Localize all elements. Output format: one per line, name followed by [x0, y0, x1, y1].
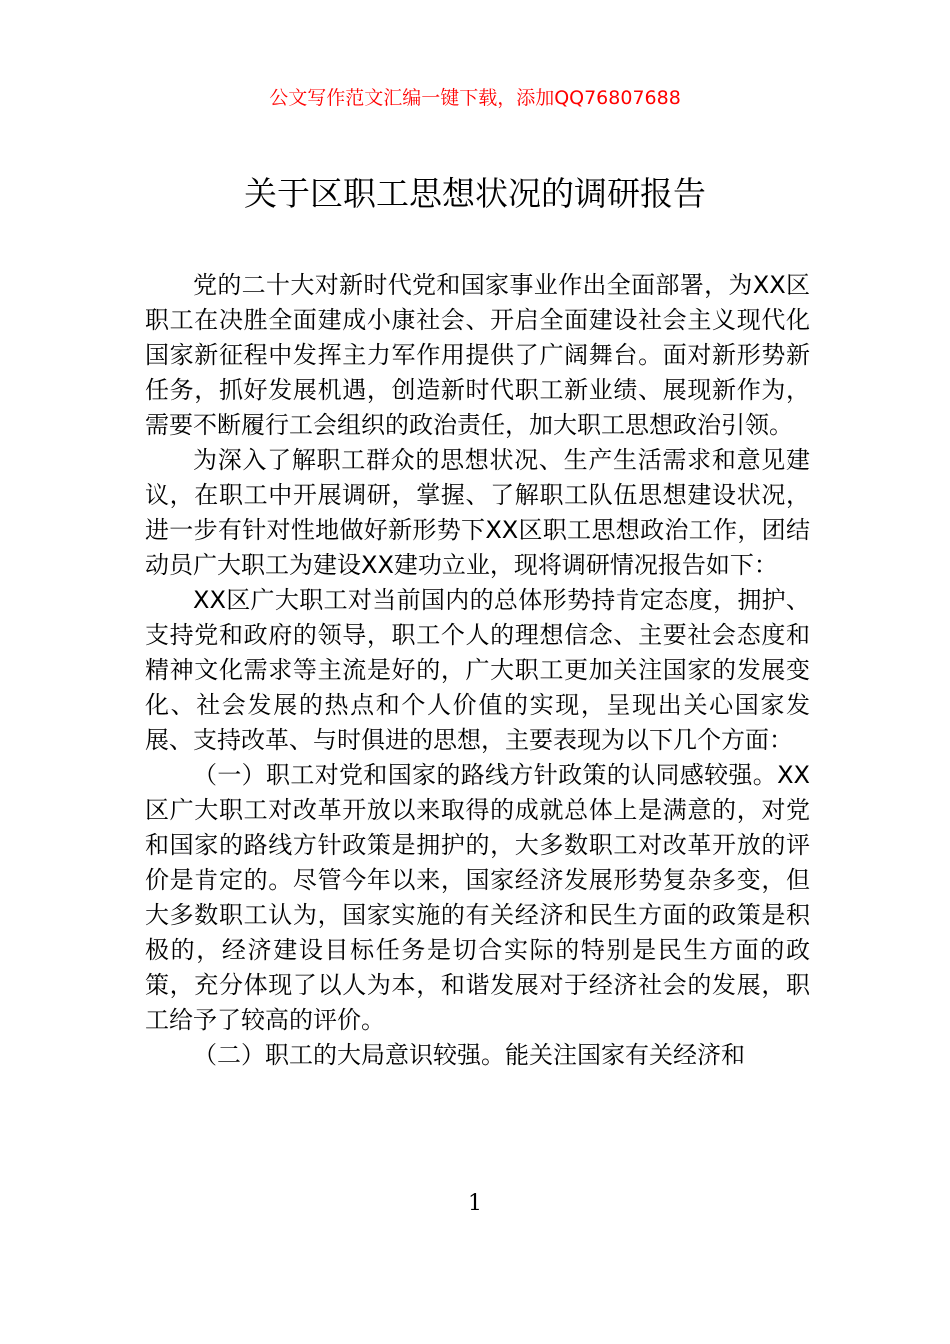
body-text	[145, 268, 810, 1073]
page-number: 1	[468, 1191, 482, 1216]
page-title: 关于区职工思想状况的调研报告	[244, 174, 706, 213]
paragraph: （一）职工对党和国家的路线方针政策的认同感较强。XX区广大职工对改革开放以来取得的成就总体上是满意的，对党和国家的路线方针政策是拥护的，大多数职工对改革开放的评价是肯定的。尽管今年以来，国家经济发展形势复杂多变，但大多数职工认为，国家实施的有关经济和民生方面的政策是积极的，经济建设目标任务是切合实际的特别是民生方面的政策，充分体现了以人为本，和谐发展对于经济社会的发展，职工给予了较高的评价。	[145, 761, 810, 1034]
paragraph: 为深入了解职工群众的思想状况、生产生活需求和意见建议，在职工中开展调研，掌握、了解职工队伍思想建设状况，进一步有针对性地做好新形势下XX区职工思想政治工作，团结动员广大职工为建设XX建功立业，现将调研情况报告如下：	[145, 446, 810, 579]
paragraph: 党的二十大对新时代党和国家事业作出全面部署，为XX区职工在决胜全面建成小康社会、开启全面建设社会主义现代化国家新征程中发挥主力军作用提供了广阔舞台。面对新形势新任务，抓好发展机遇，创造新时代职工新业绩、展现新作为，需要不断履行工会组织的政治责任，加大职工思想政治引领。	[145, 271, 810, 439]
download-banner: 公文写作范文汇编一键下载，添加QQ76807688	[269, 87, 681, 109]
paragraph: XX区广大职工对当前国内的总体形势持肯定态度，拥护、支持党和政府的领导，职工个人的理想信念、主要社会态度和精神文化需求等主流是好的，广大职工更加关注国家的发展变化、社会发展的热点和个人价值的实现，呈现出关心国家发展、支持改革、与时俱进的思想，主要表现为以下几个方面：	[145, 586, 810, 754]
paragraph: （二）职工的大局意识较强。能关注国家有关经济和	[193, 1041, 745, 1069]
